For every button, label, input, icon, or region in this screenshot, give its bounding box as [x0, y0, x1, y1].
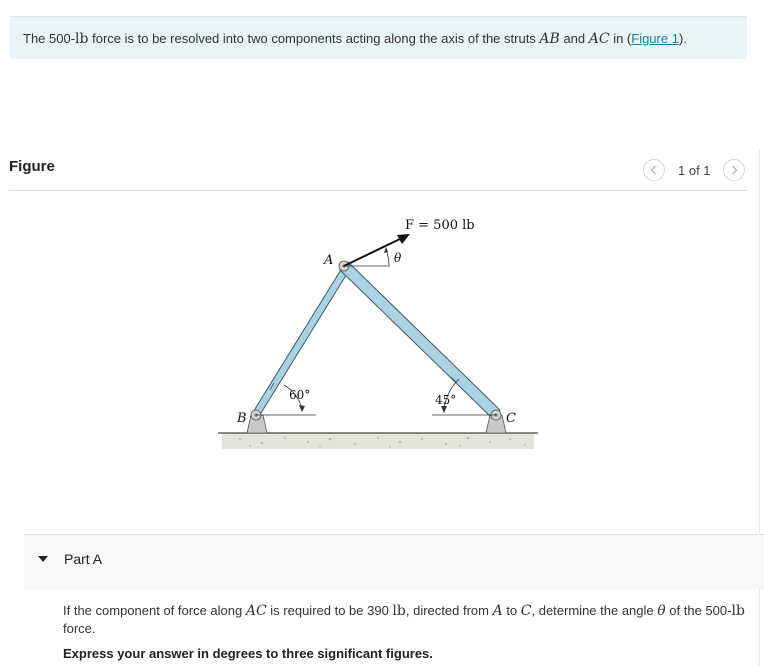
theta-label: θ [394, 251, 402, 265]
question-theta-symbol: θ [657, 603, 666, 619]
problem-statement [23, 31, 687, 47]
part-a-question [63, 602, 755, 637]
question-text-4: to [502, 603, 521, 618]
strut-diagram [210, 205, 550, 455]
question-text-1: If the component of force along [63, 603, 246, 618]
problem-statement-box [10, 16, 747, 59]
prompt-text-1: The 500- [23, 31, 76, 46]
strut-ac [340, 262, 500, 418]
angle-c-label: 45° [435, 393, 457, 407]
question-unit-1: lb [392, 603, 406, 619]
angle-b-label: 60° [289, 388, 311, 402]
part-a-title[interactable]: Part A [64, 551, 103, 567]
ground [218, 433, 538, 449]
chevron-left-icon [648, 164, 660, 176]
question-ac-symbol: AC [245, 603, 267, 619]
answer-instruction: Express your answer in degrees to three significant figures. [63, 646, 433, 661]
previous-figure-button[interactable] [643, 159, 665, 181]
point-a-label: A [324, 253, 334, 268]
figure-pager: 1 of 1 [678, 163, 711, 178]
prompt-text-2: force is to be resolved into two components acting along the axis of the struts [88, 31, 540, 46]
force-label: F = 500 lb [405, 218, 475, 233]
question-a-symbol: A [492, 603, 503, 619]
figure-divider [9, 190, 747, 191]
question-text-7: force. [63, 621, 96, 636]
caret-down-icon[interactable] [38, 556, 48, 562]
question-text-5: , determine the angle [531, 603, 658, 618]
strut-ac-symbol: AC [588, 31, 610, 47]
figure-link[interactable]: Figure 1 [631, 31, 679, 46]
question-text-6: of the 500- [665, 603, 732, 618]
support-b [247, 410, 267, 433]
question-unit-2: lb [731, 603, 745, 619]
prompt-text-5: ). [678, 31, 687, 46]
question-text-2: is required to be 390 [266, 603, 393, 618]
figure-heading: Figure [9, 158, 55, 175]
next-figure-button[interactable] [723, 159, 745, 181]
part-a-header[interactable] [24, 535, 764, 589]
question-c-symbol: C [520, 603, 532, 619]
strut-ab-symbol: AB [539, 31, 560, 47]
point-b-label: B [237, 411, 247, 426]
prompt-text-3: and [559, 31, 589, 46]
chevron-right-icon [728, 164, 740, 176]
point-c-label: C [506, 411, 516, 426]
question-text-3: , directed from [405, 603, 493, 618]
prompt-unit: lb [75, 31, 89, 47]
prompt-text-4: in ( [609, 31, 632, 46]
